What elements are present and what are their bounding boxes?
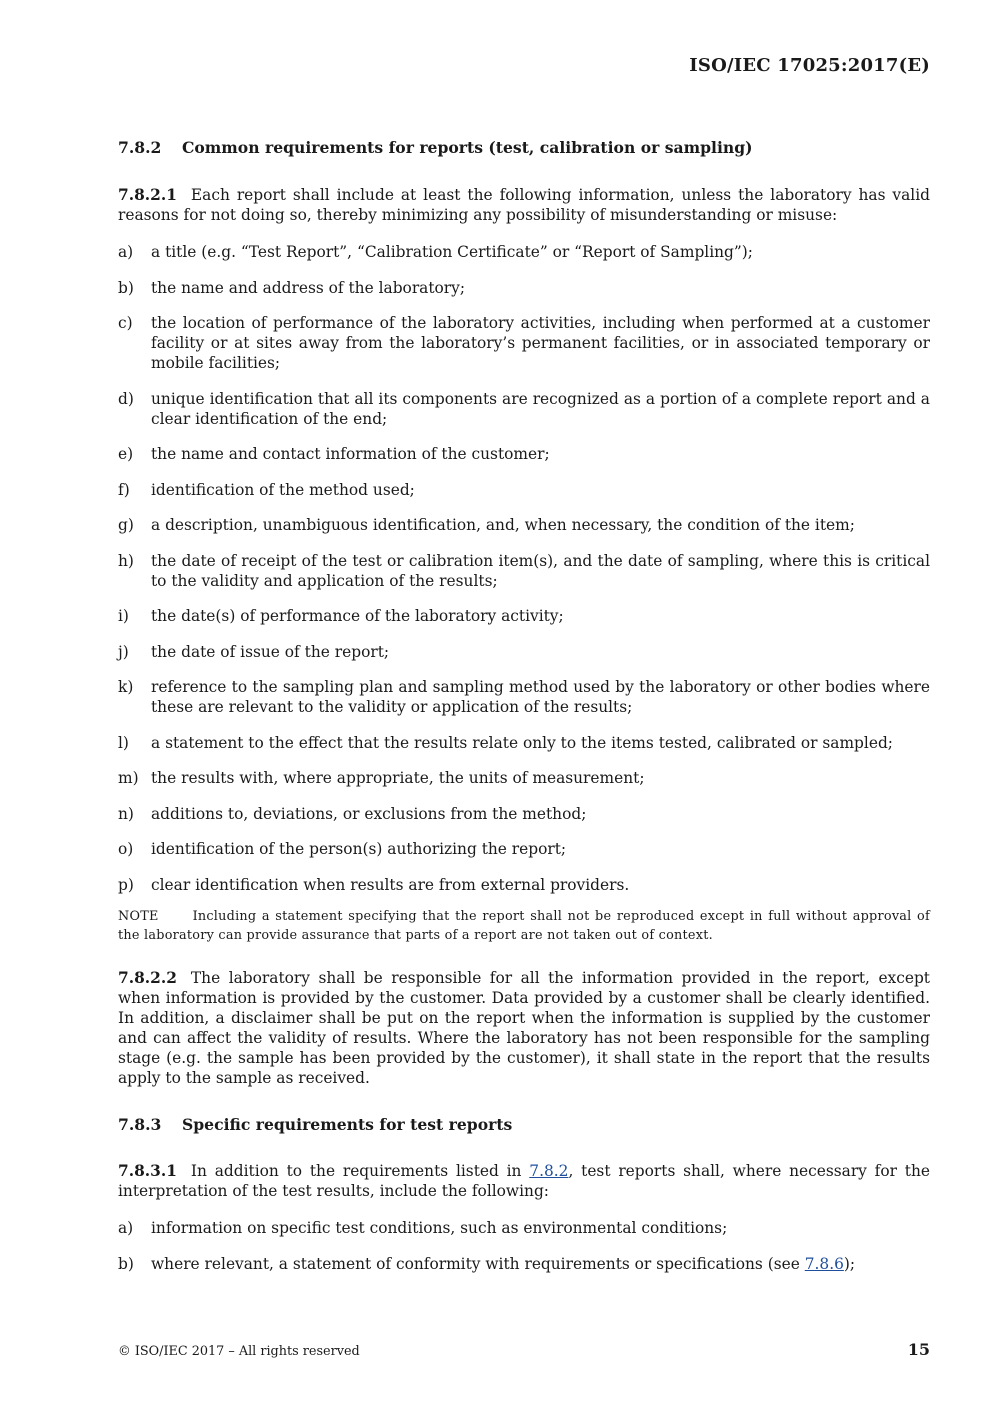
list-text: the date of issue of the report;	[151, 642, 390, 661]
list-marker: j)	[118, 642, 129, 661]
list-text: a description, unambiguous identification, and, when necessary, the condition of the item;	[151, 516, 855, 534]
list-item	[118, 1218, 930, 1238]
list-text: unique identification that all its components are recognized as a portion of a complete report and a clear identification of the end;	[151, 389, 930, 428]
note-label: NOTE	[118, 909, 159, 924]
list-item	[118, 733, 930, 753]
document-body	[118, 138, 930, 1289]
list-item	[118, 606, 930, 626]
list-text: identification of the person(s) authorizing the report;	[151, 840, 567, 858]
requirements-list	[118, 242, 930, 895]
list-item	[118, 875, 930, 895]
list-marker: a)	[118, 1219, 134, 1237]
page-header-doc-id: ISO/IEC 17025:2017(E)	[689, 55, 930, 76]
list-marker: e)	[118, 445, 134, 463]
clause-text-before: In addition to the requirements listed in	[190, 1162, 530, 1180]
test-report-list	[118, 1218, 930, 1274]
list-text: reference to the sampling plan and sampling method used by the laboratory or other bodies where these are relevant to the validity or application of the results;	[151, 678, 930, 716]
list-text: a statement to the effect that the results relate only to the items tested, calibrated or sampled;	[151, 733, 893, 752]
list-marker: b)	[118, 278, 134, 297]
clause-text-after: , test reports shall, where necessary for the interpretation of the test results, include the following:	[118, 1162, 930, 1200]
list-item	[118, 839, 930, 859]
cross-reference-link-7-8-2[interactable]: 7.8.2	[529, 1162, 569, 1180]
list-marker: f)	[118, 480, 130, 499]
list-marker: c)	[118, 314, 133, 332]
list-marker: m)	[118, 769, 139, 787]
section-number: 7.8.2	[118, 138, 162, 157]
list-item	[118, 768, 930, 788]
clause-text: The laboratory shall be responsible for all the information provided in the report, except when information is provided by the customer. Data provided by a customer shall be clearly identified. In addition, a disclaimer shall be put on the report when the information is supplied by the customer and can affect the validity of results. Where the laboratory has not been responsible for the sampling stage (e.g. the sample has been provided by the customer), it shall state in the report that the results apply to the sample as received.	[118, 969, 930, 1087]
list-text: additions to, deviations, or exclusions from the method;	[151, 804, 587, 823]
list-marker: l)	[118, 733, 129, 752]
paragraph-7-8-2-2	[118, 968, 930, 1088]
section-heading-7-8-2	[118, 138, 930, 158]
list-marker: k)	[118, 678, 134, 696]
list-item	[118, 1254, 930, 1274]
list-item	[118, 480, 930, 500]
list-text: the location of performance of the laboratory activities, including when performed at a customer facility or at sites away from the laboratory’s permanent facilities, or in associated temporary or mobile facilities;	[151, 314, 930, 372]
note	[118, 907, 930, 945]
list-marker: i)	[118, 607, 129, 625]
section-heading-7-8-3	[118, 1115, 930, 1135]
list-text-after: );	[843, 1254, 856, 1273]
list-item	[118, 278, 930, 298]
section-title: Specific requirements for test reports	[182, 1115, 513, 1134]
clause-number: 7.8.2.2	[118, 969, 177, 987]
list-text: the results with, where appropriate, the units of measurement;	[151, 769, 645, 787]
list-marker: o)	[118, 840, 134, 858]
section-number: 7.8.3	[118, 1115, 162, 1134]
list-text: the date(s) of performance of the laboratory activity;	[151, 607, 564, 625]
section-title: Common requirements for reports (test, calibration or sampling)	[182, 138, 753, 157]
list-text	[151, 1254, 930, 1274]
list-text: information on specific test conditions, such as environmental conditions;	[151, 1219, 728, 1237]
list-item	[118, 389, 930, 429]
list-marker: a)	[118, 243, 134, 261]
list-item	[118, 642, 930, 662]
list-text: the name and address of the laboratory;	[151, 278, 466, 297]
list-marker: h)	[118, 551, 134, 570]
list-marker: p)	[118, 875, 134, 894]
clause-number: 7.8.2.1	[118, 186, 177, 204]
note-text: Including a statement specifying that the report shall not be reproduced except in full without approval of the laboratory can provide assurance that parts of a report are not taken out of context.	[118, 909, 930, 943]
list-item	[118, 804, 930, 824]
list-marker: b)	[118, 1254, 134, 1273]
list-text: a title (e.g. “Test Report”, “Calibration Certificate” or “Report of Sampling”);	[151, 243, 753, 261]
copyright-notice: © ISO/IEC 2017 – All rights reserved	[118, 1344, 360, 1359]
list-text: clear identification when results are from external providers.	[151, 875, 630, 894]
list-text: the name and contact information of the customer;	[151, 445, 550, 463]
list-text-before: where relevant, a statement of conformity with requirements or specifications (see	[151, 1254, 805, 1273]
list-text: identification of the method used;	[151, 480, 415, 499]
list-item	[118, 313, 930, 373]
list-item	[118, 551, 930, 591]
list-item	[118, 242, 930, 262]
paragraph-7-8-3-1	[118, 1161, 930, 1201]
cross-reference-link-7-8-6[interactable]: 7.8.6	[804, 1254, 844, 1273]
list-text: the date of receipt of the test or calibration item(s), and the date of sampling, where this is critical to the validity and application of the results;	[151, 551, 930, 590]
list-item	[118, 515, 930, 535]
clause-number: 7.8.3.1	[118, 1162, 177, 1180]
list-marker: g)	[118, 516, 134, 534]
page-number: 15	[907, 1340, 930, 1359]
list-marker: n)	[118, 804, 134, 823]
page-footer	[118, 1340, 930, 1359]
paragraph-7-8-2-1	[118, 185, 930, 225]
list-item	[118, 444, 930, 464]
list-item	[118, 677, 930, 717]
clause-text: Each report shall include at least the following information, unless the laboratory has valid reasons for not doing so, thereby minimizing any possibility of misunderstanding or misuse:	[118, 186, 930, 224]
list-marker: d)	[118, 389, 134, 408]
